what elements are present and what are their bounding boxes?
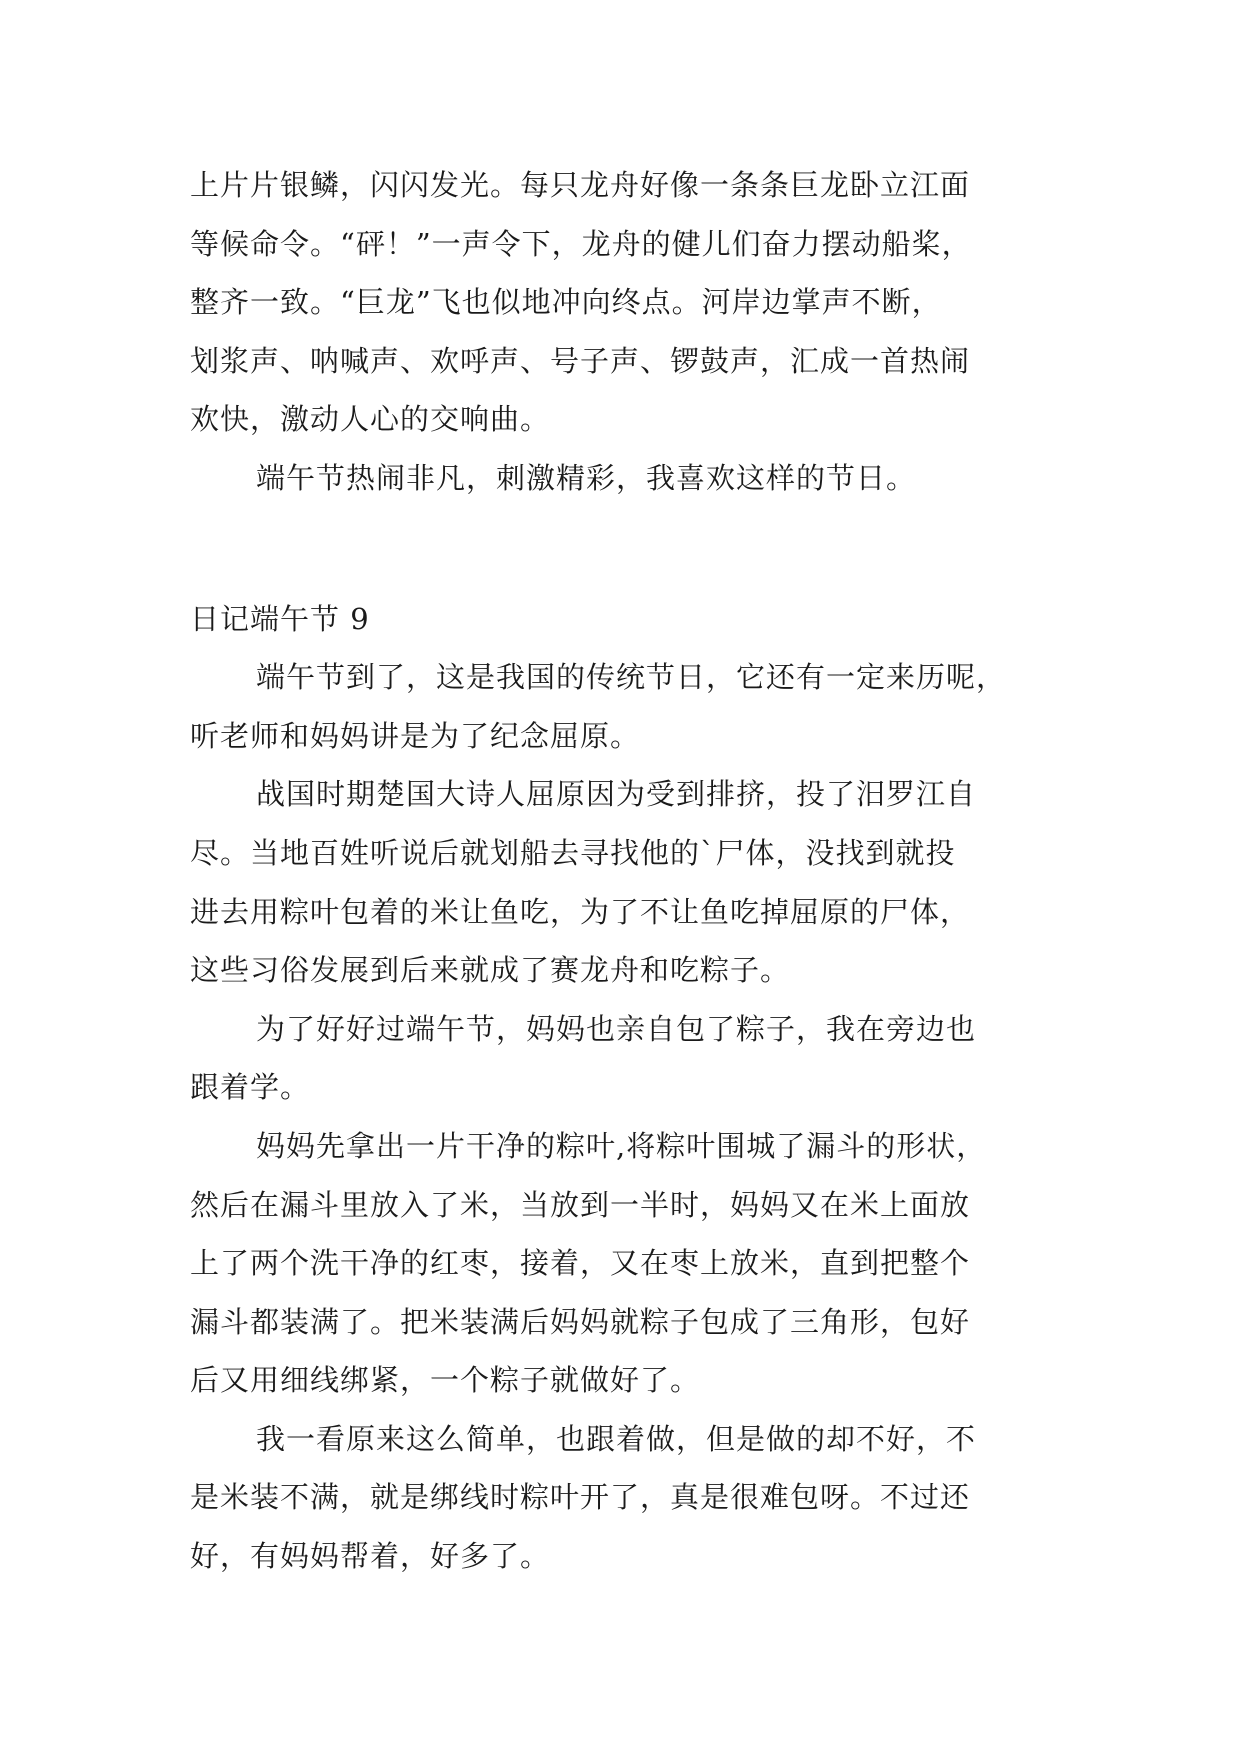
text-line: 划浆声、呐喊声、欢呼声、号子声、锣鼓声，汇成一首热闹: [190, 343, 971, 378]
paragraph-start-line: 为了好好过端午节，妈妈也亲自包了粽子，我在旁边也: [256, 1011, 977, 1046]
paragraph-start-line: 我一看原来这么简单，也跟着做，但是做的却不好，不: [256, 1421, 977, 1456]
text-line: 然后在漏斗里放入了米，当放到一半时，妈妈又在米上面放: [190, 1187, 971, 1222]
text-line: 是米装不满，就是绑线时粽叶开了，真是很难包呀。不过还: [190, 1480, 971, 1515]
text-line: 欢快，激动人心的交响曲。: [190, 402, 551, 437]
text-line: 这些习俗发展到后来就成了赛龙舟和吃粽子。: [190, 953, 791, 988]
text-line: 进去用粽叶包着的米让鱼吃，为了不让鱼吃掉屈原的尸体，: [190, 894, 971, 929]
section-title: 日记端午节 9: [190, 601, 370, 636]
paragraph-start-line: 端午节热闹非凡，刺激精彩，我喜欢这样的节日。: [256, 460, 917, 495]
text-line: 漏斗都装满了。把米装满后妈妈就粽子包成了三角形，包好: [190, 1304, 971, 1339]
text-line: 整齐一致。“巨龙”飞也似地冲向终点。河岸边掌声不断，: [190, 285, 942, 320]
text-line: 后又用细线绑紧，一个粽子就做好了。: [190, 1363, 701, 1398]
paragraph-start-line: 妈妈先拿出一片干净的粽叶,将粽叶围城了漏斗的形状，: [256, 1128, 987, 1163]
text-line: 好，有妈妈帮着，好多了。: [190, 1539, 551, 1574]
paragraph-start-line: 端午节到了，这是我国的传统节日，它还有一定来历呢，: [256, 660, 1007, 695]
paragraph-start-line: 战国时期楚国大诗人屈原因为受到排挤，投了汨罗江自: [256, 777, 977, 812]
text-line: 上片片银鳞，闪闪发光。每只龙舟好像一条条巨龙卧立江面: [190, 168, 971, 202]
text-line: 听老师和妈妈讲是为了纪念屈原。: [190, 718, 641, 753]
text-line: 跟着学。: [190, 1070, 311, 1105]
text-line: 尽。当地百姓听说后就划船去寻找他的`尸体，没找到就投: [190, 835, 956, 870]
document-body: [190, 156, 1055, 1586]
text-line: 上了两个洗干净的红枣，接着，又在枣上放米，直到把整个: [190, 1246, 971, 1281]
section-gap: [190, 508, 1055, 590]
text-line: 等候命令。“砰！”一声令下，龙舟的健儿们奋力摆动船桨，: [190, 226, 972, 261]
